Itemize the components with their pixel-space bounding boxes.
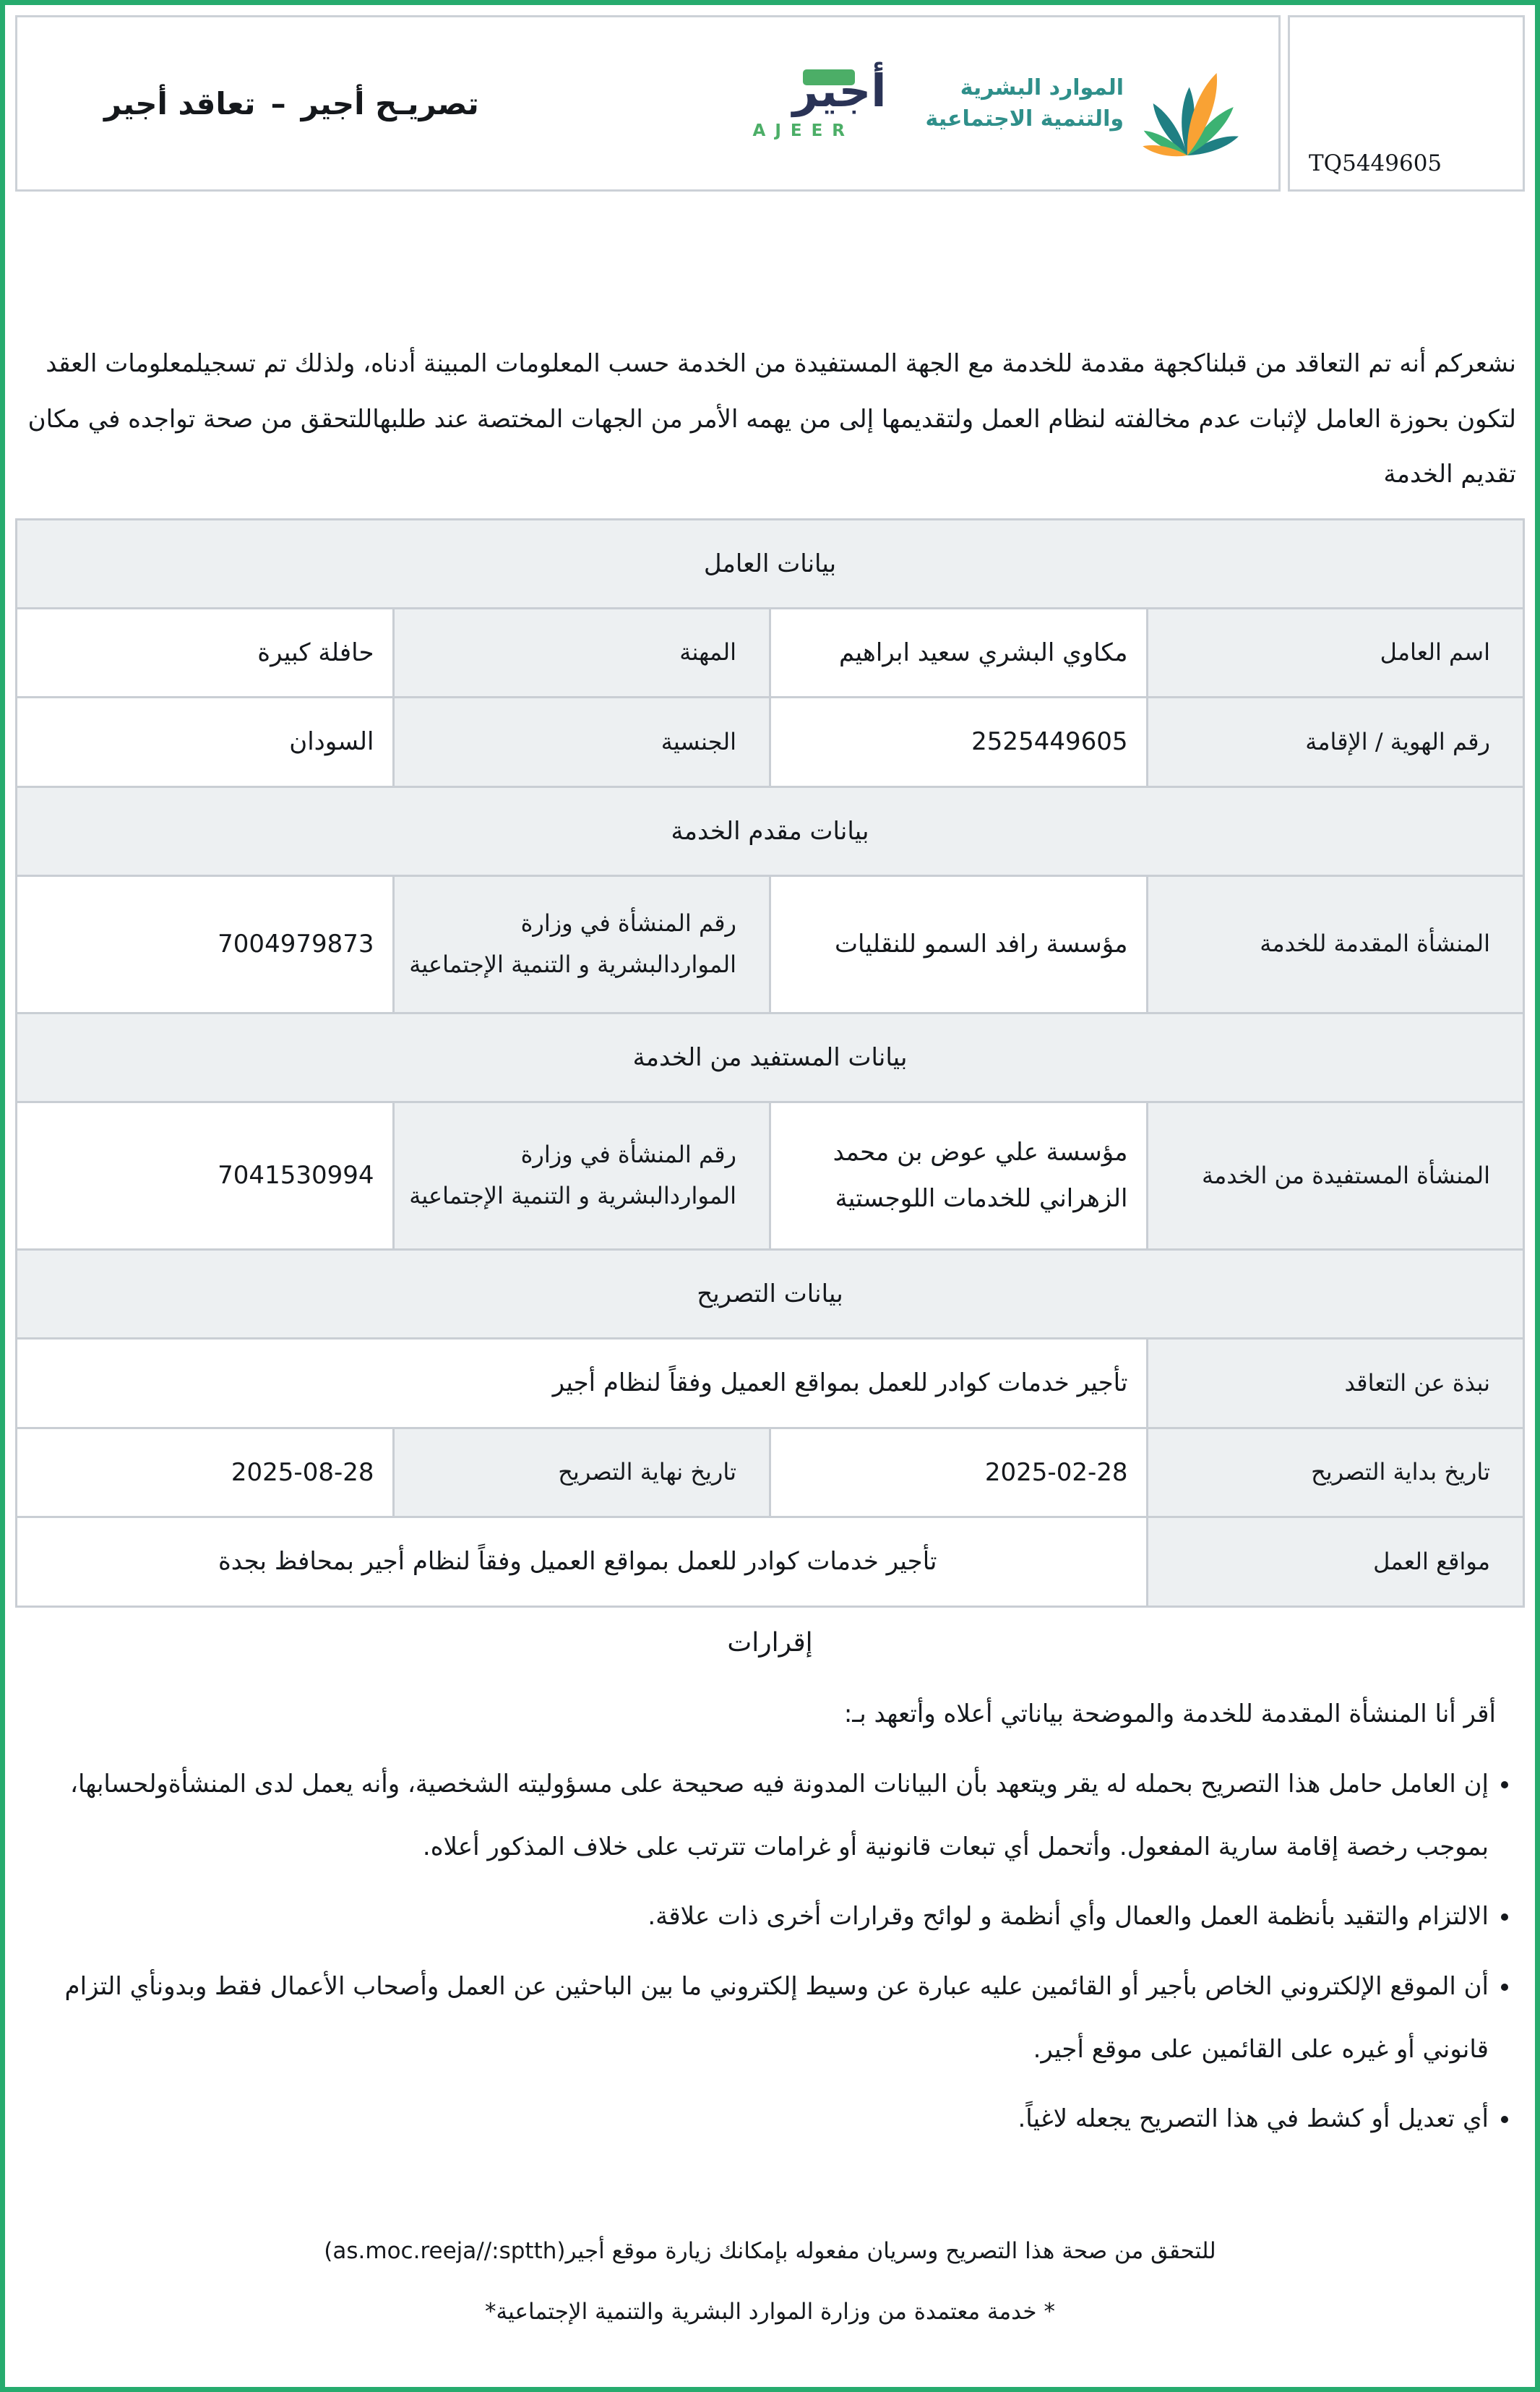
document-header: [15, 15, 1525, 192]
ministry-logo-line1: الموارد البشرية: [960, 74, 1124, 100]
ajeer-logo-arabic: أجير: [792, 64, 887, 117]
ministry-emblem-icon: [1132, 48, 1247, 158]
provider-number-value: 7004979873: [17, 875, 394, 1013]
table-row: [17, 1428, 1524, 1517]
section-provider: [17, 786, 1524, 875]
intro-paragraph: نشعركم أنه تم التعاقد من قبلناكجهة مقدمة للخدمة مع الجهة المستفيدة من الخدمة حسب المعلومات المبينة أدناه، ولذلك تم تسجيلمعلومات العقد لتكون بحوزة العامل لإثبات عدم مخالفته لنظام العمل ولتقديمها إلى من يهمه الأمر من الجهات المختصة عند طلبهاللتحقق من صحة تواجده في مكان تقديم الخدمة: [27, 349, 1516, 489]
end-date-label: تاريخ نهاية التصريح: [393, 1428, 770, 1517]
table-row: [17, 1339, 1524, 1428]
ajeer-logo-latin: AJEER: [752, 121, 855, 141]
table-row: [17, 608, 1524, 698]
document-title: تصريـح أجير – تعاقد أجير: [104, 85, 479, 121]
declaration-item: • إن العامل حامل هذا التصريح بحمله له يقر ويتعهد بأن البيانات المدونة فيه صحيحة على مسؤوليته الشخصية، وأنه يعمل لدى المنشأةولحسابها، بموجب رخصة إقامة سارية المفعول. وأتحمل أي تبعات قانونية أو غرامات تترتب على خلاف المذكور أعلاه.: [56, 1753, 1489, 1878]
contract-summary-label: نبذة عن التعاقد: [1147, 1339, 1524, 1428]
provider-name-label: المنشأة المقدمة للخدمة: [1147, 875, 1524, 1013]
beneficiary-name-label: المنشأة المستفيدة من الخدمة: [1147, 1102, 1524, 1249]
permit-number: TQ5449605: [1309, 150, 1442, 176]
section-beneficiary: [17, 1013, 1524, 1102]
table-row: [17, 1517, 1524, 1607]
beneficiary-number-label: رقم المنشأة في وزارة المواردالبشرية و التنمية الإجتماعية: [393, 1102, 770, 1249]
declarations-heading: إقرارات: [727, 1627, 813, 1658]
id-number-value: 2525449605: [770, 698, 1148, 787]
provider-name-value: مؤسسة رافد السمو للنقليات: [770, 875, 1148, 1013]
nationality-label: الجنسية: [393, 698, 770, 787]
section-worker: [17, 519, 1524, 608]
declaration-item: • أن الموقع الإلكتروني الخاص بأجير أو القائمين عليه عبارة عن وسيط إلكتروني ما بين الباحثين عن العمل وأصحاب الأعمال فقط وبدونأي التزام قانوني أو غيره على القائمين على موقع أجير.: [56, 1955, 1489, 2080]
ajeer-logo: [752, 64, 887, 141]
section-title-beneficiary: بيانات المستفيد من الخدمة: [17, 1013, 1524, 1102]
id-number-label: رقم الهوية / الإقامة: [1147, 698, 1524, 787]
section-title-worker: بيانات العامل: [17, 519, 1524, 608]
ministry-logo: [926, 48, 1247, 158]
verify-note: للتحقق من صحة هذا التصريح وسريان مفعوله بإمكانك زيارة موقع أجير(as.moc.reeja//:sptth): [324, 2238, 1216, 2264]
end-date-value: 2025-08-28: [17, 1428, 394, 1517]
worker-name-label: اسم العامل: [1147, 608, 1524, 698]
logo-group: [753, 48, 1247, 158]
table-row: [17, 875, 1524, 1013]
declaration-item: • أي تعديل أو كشط في هذا التصريح يجعله لاغياً.: [56, 2088, 1489, 2151]
start-date-value: 2025-02-28: [770, 1428, 1148, 1517]
permit-table: [15, 518, 1525, 1608]
table-row: [17, 698, 1524, 787]
profession-value: حافلة كبيرة: [17, 608, 394, 698]
profession-label: المهنة: [393, 608, 770, 698]
beneficiary-number-value: 7041530994: [17, 1102, 394, 1249]
beneficiary-name-value: مؤسسة علي عوض بن محمد الزهراني للخدمات اللوجستية: [770, 1102, 1148, 1249]
ministry-logo-line2: والتنمية الاجتماعية: [925, 106, 1124, 132]
worker-name-value: مكاوي البشري سعيد ابراهيم: [770, 608, 1148, 698]
document-footer: [5, 2238, 1535, 2325]
nationality-value: السودان: [17, 698, 394, 787]
declaration-item: • الالتزام والتقيد بأنظمة العمل والعمال وأي أنظمة و لوائح وقرارات أخرى ذات علاقة.: [56, 1885, 1489, 1948]
approved-note: * خدمة معتمدة من وزارة الموارد البشرية والتنمية الإجتماعية*: [485, 2299, 1055, 2325]
table-row: [17, 1102, 1524, 1249]
work-locations-label: مواقع العمل: [1147, 1517, 1524, 1607]
start-date-label: تاريخ بداية التصريح: [1147, 1428, 1524, 1517]
work-locations-value: تأجير خدمات كوادر للعمل بمواقع العميل وفقاً لنظام أجير بمحافظ بجدة: [17, 1517, 1148, 1607]
ministry-logo-text: [926, 72, 1124, 135]
contract-summary-value: تأجير خدمات كوادر للعمل بمواقع العميل وفقاً لنظام أجير: [17, 1339, 1148, 1428]
provider-number-label: رقم المنشأة في وزارة المواردالبشرية و التنمية الإجتماعية: [393, 875, 770, 1013]
permit-number-box: [1288, 15, 1525, 192]
section-permit: [17, 1250, 1524, 1339]
declarations-list: [56, 1753, 1535, 2151]
declarations-intro: أقر أنا المنشأة المقدمة للخدمة والموضحة بياناتي أعلاه وأتعهد بـ:: [843, 1699, 1496, 1728]
section-title-provider: بيانات مقدم الخدمة: [17, 786, 1524, 875]
section-title-permit: بيانات التصريح: [17, 1250, 1524, 1339]
title-logo-box: [15, 15, 1281, 192]
